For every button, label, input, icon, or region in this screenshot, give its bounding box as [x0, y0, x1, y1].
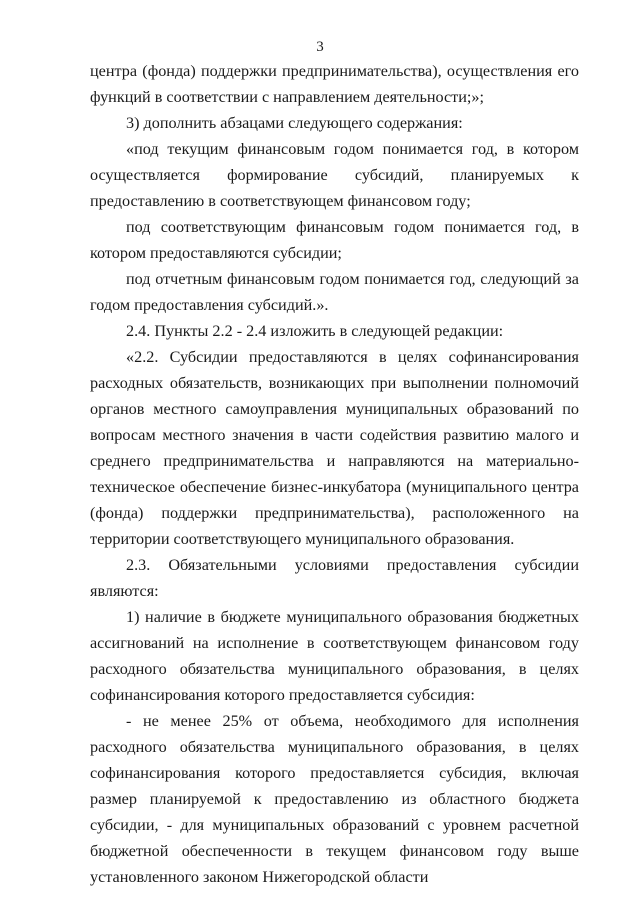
paragraph-2-4: 2.4. Пункты 2.2 - 2.4 изложить в следующей редакции: — [126, 322, 504, 340]
paragraph-definition-corresponding-year: под соответствующим финансовым годом понимается год, в котором предоставляются субсидии; — [90, 218, 579, 262]
paragraph-item-3: 3) дополнить абзацами следующего содержания: — [126, 114, 463, 132]
paragraph-definition-current-year: «под текущим финансовым годом понимается год, в котором осуществляется формирование субсидий, планируемых к предоставлению в соответствующем финансовом году; — [90, 140, 579, 210]
paragraph-condition-25-percent: - не менее 25% от объема, необходимого для исполнения расходного обязательства муниципального образования, в целях софинансирования которого предоставляется субсидия, включая размер планируемой к предоставлению из областного бюджета субсидии, - для муниципальных образований с уровнем расчетной бюджетной обеспеченности в текущем финансовом году выше установленного законом Нижегородской области — [90, 712, 579, 886]
page-number: 3 — [316, 39, 324, 55]
paragraph-definition-reporting-year: под отчетным финансовым годом понимается год, следующий за годом предоставления субсидий.». — [90, 270, 579, 314]
paragraph-condition-1: 1) наличие в бюджете муниципального образования бюджетных ассигнований на исполнение в соответствующем финансовом году расходного обязательства муниципального образования, в целях софинансирования которого предоставляется субсидия: — [90, 608, 579, 704]
body-text — [90, 58, 579, 890]
paragraph-2-3: 2.3. Обязательными условиями предоставления субсидии являются: — [90, 556, 579, 600]
paragraph-continuation: центра (фонда) поддержки предпринимательства), осуществления его функций в соответствии с направлением деятельности;»; — [90, 62, 579, 106]
paragraph-2-2: «2.2. Субсидии предоставляются в целях софинансирования расходных обязательств, возникающих при выполнении полномочий органов местного самоуправления муниципальных образований по вопросам местного значения в части содействия развитию малого и среднего предпринимательства и направляются на материально-техническое обеспечение бизнес-инкубатора (муниципального центра (фонда) поддержки предпринимательства), расположенного на территории соответствующего муниципального образования. — [90, 348, 579, 548]
